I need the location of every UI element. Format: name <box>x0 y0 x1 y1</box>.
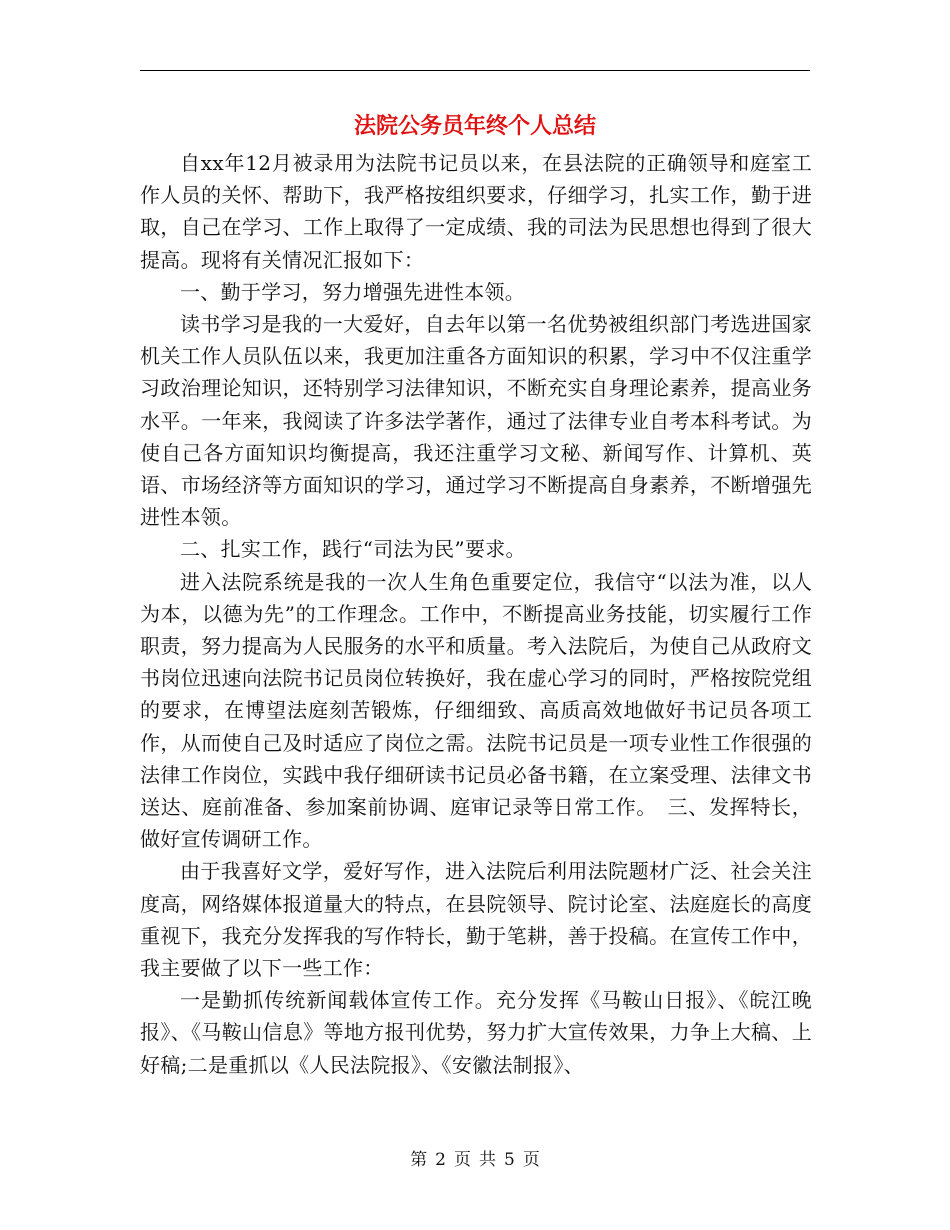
section-heading-2: 二、扎实工作，践行“司法为民”要求。 <box>180 537 526 562</box>
paragraph-media: 一是勤抓传统新闻载体宣传工作。充分发挥《马鞍山日报》、《皖江晚报》、《马鞍山信息》等地方报刊优势，努力扩大宣传效果，力争上大稿、上好稿;二是重抓以《人民法院报》、《安徽法制报》、 <box>140 988 812 1077</box>
document-title: 法院公务员年终个人总结 <box>353 113 596 139</box>
section-heading-1: 一、勤于学习，努力增强先进性本领。 <box>180 279 526 304</box>
page-footer <box>0 1148 950 1172</box>
footer-page-label: 页 <box>454 1150 471 1170</box>
footer-prefix: 第 <box>410 1150 428 1170</box>
paragraph-study: 读书学习是我的一大爱好，自去年以第一名优势被组织部门考选进国家机关工作人员队伍以来，我更加注重各方面知识的积累，学习中不仅注重学习政治理论知识，还特别学习法律知识，不断充实自身理论素养，提高业务水平。一年来，我阅读了许多法学著作，通过了法律专业自考本科考试。为使自己各方面知识均衡提高，我还注重学习文秘、新闻写作、计算机、英语、市场经济等方面知识的学习，通过学习不断提高自身素养，不断增强先进性本领。 <box>140 312 812 530</box>
footer-suffix: 页 <box>522 1150 540 1170</box>
paragraph-publicity: 由于我喜好文学，爱好写作，进入法院后利用法院题材广泛、社会关注度高，网络媒体报道量大的特点，在县院领导、院讨论室、法庭庭长的高度重视下，我充分发挥我的写作特长，勤于笔耕，善于投稿。在宣传工作中，我主要做了以下一些工作： <box>140 859 812 981</box>
footer-total-label: 共 <box>479 1150 496 1170</box>
header-rule <box>140 70 810 71</box>
paragraph-work: 进入法院系统是我的一次人生角色重要定位，我信守“以法为准，以人为本，以德为先”的工作理念。工作中，不断提高业务技能，切实履行工作职责，努力提高为人民服务的水平和质量。考入法院后，为使自己从政府文书岗位迅速向法院书记员岗位转换好，我在虚心学习的同时，严格按院党组的要求，在博望法庭刻苦锻炼，仔细细致、高质高效地做好书记员各项工作，从而使自己及时适应了岗位之需。法院书记员是一项专业性工作很强的法律工作岗位，实践中我仔细研读书记员必备书籍，在立案受理、法律文书送达、庭前准备、参加案前协调、庭审记录等日常工作。 三、发挥特长，做好宣传调研工作。 <box>140 569 812 852</box>
current-page-number: 2 <box>435 1150 446 1170</box>
document-body <box>140 147 812 1081</box>
total-pages-number: 5 <box>504 1150 515 1170</box>
paragraph-intro: 自xx年12月被录用为法院书记员以来，在县法院的正确领导和庭室工作人员的关怀、帮助下，我严格按组织要求，仔细学习，扎实工作，勤于进取，自己在学习、工作上取得了一定成绩、我的司法为民思想也得到了很大提高。现将有关情况汇报如下： <box>140 151 812 272</box>
